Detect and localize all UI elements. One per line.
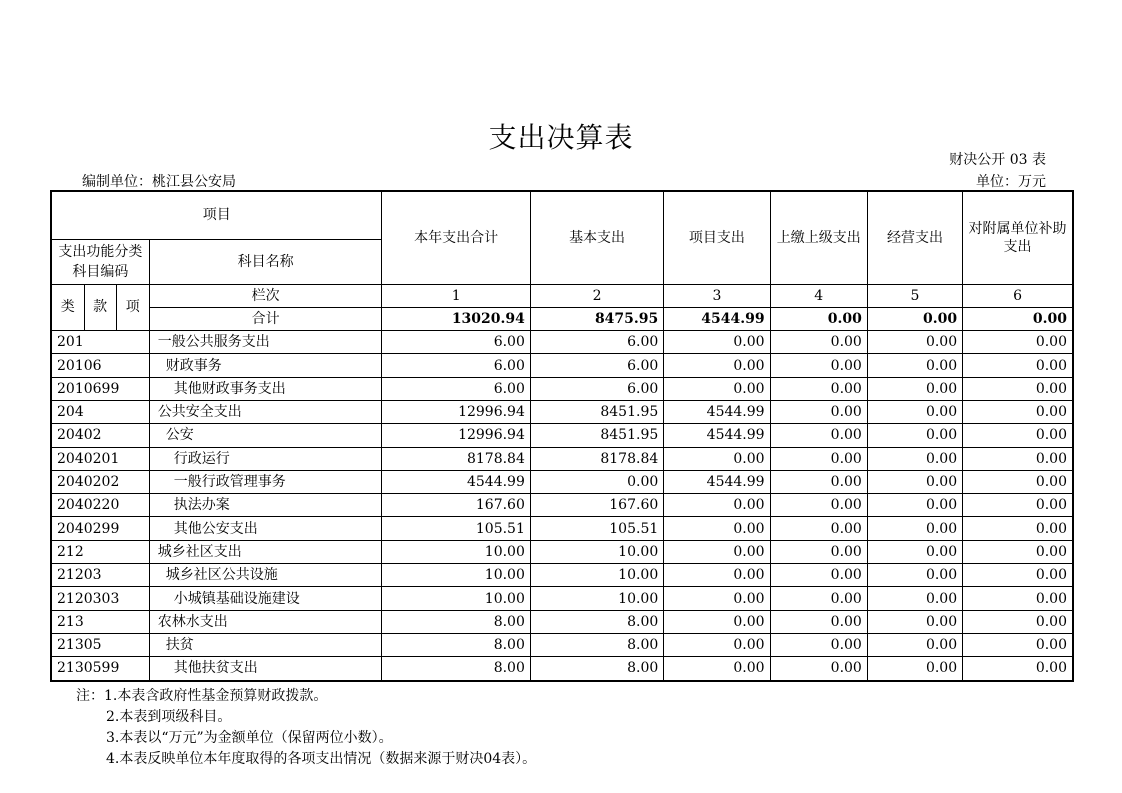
row-value-cell: 0.00 [867,587,962,610]
row-value-cell: 10.00 [530,540,663,563]
row-value-cell: 0.00 [770,354,867,377]
row-code: 20106 [51,354,149,377]
row-subject-name: 扶贫 [149,633,382,656]
row-value-cell: 0.00 [770,494,867,517]
note-line: 注：1.本表含政府性基金预算财政拨款。 [76,688,328,704]
row-value-cell: 0.00 [664,657,770,681]
form-number: 财决公开 03 表 [949,152,1046,168]
header-lanci: 栏次 [149,284,382,307]
total-row [51,307,1073,330]
row-code: 213 [51,610,149,633]
header-total: 本年支出合计 [382,191,530,284]
table-row [51,564,1073,587]
row-value-cell: 0.00 [963,587,1073,610]
row-value-cell: 0.00 [770,400,867,423]
col-num: 6 [963,284,1073,307]
row-value-cell: 0.00 [963,424,1073,447]
table-row [51,377,1073,400]
row-code: 204 [51,400,149,423]
note-line: 3.本表以“万元”为金额单位（保留两位小数）。 [106,730,393,746]
row-value-cell: 0.00 [867,633,962,656]
row-value-cell: 0.00 [770,657,867,681]
row-value-cell: 0.00 [664,354,770,377]
row-value-cell: 0.00 [770,587,867,610]
row-subject-name: 其他扶贫支出 [149,657,382,681]
row-code: 2040202 [51,470,149,493]
row-value-cell: 0.00 [963,470,1073,493]
page-title: 支出决算表 [488,121,634,154]
row-code: 20402 [51,424,149,447]
table-row [51,517,1073,540]
row-code: 2120303 [51,587,149,610]
row-value-cell: 0.00 [664,564,770,587]
row-subject-name: 执法办案 [149,494,382,517]
row-value-cell: 0.00 [770,447,867,470]
row-code: 21203 [51,564,149,587]
row-value-cell: 167.60 [382,494,530,517]
row-value-cell: 0.00 [867,657,962,681]
row-value-cell: 10.00 [530,564,663,587]
row-value-cell: 0.00 [963,447,1073,470]
row-value-cell: 10.00 [382,540,530,563]
row-value-cell: 0.00 [867,331,962,354]
row-value-cell: 0.00 [963,331,1073,354]
row-value-cell: 6.00 [530,331,663,354]
row-value-cell: 4544.99 [664,400,770,423]
row-value-cell: 8.00 [382,633,530,656]
row-value-cell: 0.00 [867,494,962,517]
total-cell: 0.00 [867,307,962,330]
row-value-cell: 8.00 [530,610,663,633]
table-row [51,633,1073,656]
row-value-cell: 10.00 [530,587,663,610]
row-value-cell: 8.00 [382,610,530,633]
row-subject-name: 城乡社区公共设施 [149,564,382,587]
row-value-cell: 0.00 [664,610,770,633]
row-value-cell: 0.00 [963,400,1073,423]
row-value-cell: 0.00 [664,587,770,610]
footnotes [76,686,536,770]
col-num: 5 [867,284,962,307]
row-subject-name: 行政运行 [149,447,382,470]
row-code: 2010699 [51,377,149,400]
header-subsidy: 对附属单位补助支出 [963,191,1073,284]
header-xiang: 项 [116,284,149,331]
table-row [51,610,1073,633]
row-subject-name: 其他财政事务支出 [149,377,382,400]
col-num: 3 [664,284,770,307]
row-value-cell: 0.00 [963,517,1073,540]
header-upper: 上缴上级支出 [770,191,867,284]
col-num: 1 [382,284,530,307]
header-business: 经营支出 [867,191,962,284]
row-value-cell: 0.00 [664,540,770,563]
row-value-cell: 0.00 [770,633,867,656]
row-value-cell: 0.00 [963,633,1073,656]
row-value-cell: 8451.95 [530,400,663,423]
header-subject-name: 科目名称 [149,239,382,284]
row-subject-name: 公共安全支出 [149,400,382,423]
row-value-cell: 0.00 [770,564,867,587]
row-value-cell: 8178.84 [382,447,530,470]
row-value-cell: 0.00 [963,540,1073,563]
row-subject-name: 一般公共服务支出 [149,331,382,354]
row-value-cell: 0.00 [530,470,663,493]
reporting-org: 编制单位：桃江县公安局 [82,174,236,190]
row-value-cell: 0.00 [664,331,770,354]
row-value-cell: 0.00 [963,354,1073,377]
row-value-cell: 0.00 [770,470,867,493]
row-value-cell: 0.00 [664,633,770,656]
header-item: 项目 [51,191,382,239]
header-project: 项目支出 [664,191,770,284]
row-value-cell: 4544.99 [664,424,770,447]
table-row [51,540,1073,563]
row-value-cell: 0.00 [963,610,1073,633]
row-code: 2040220 [51,494,149,517]
row-code: 201 [51,331,149,354]
row-value-cell: 8.00 [382,657,530,681]
row-value-cell: 12996.94 [382,400,530,423]
row-value-cell: 0.00 [963,377,1073,400]
row-value-cell: 0.00 [963,564,1073,587]
row-value-cell: 8.00 [530,657,663,681]
total-cell: 0.00 [963,307,1073,330]
total-cell: 13020.94 [382,307,530,330]
table-row [51,400,1073,423]
row-value-cell: 0.00 [867,540,962,563]
row-value-cell: 0.00 [770,377,867,400]
total-label: 合计 [149,307,382,330]
table-row [51,470,1073,493]
row-value-cell: 6.00 [382,354,530,377]
row-value-cell: 0.00 [867,610,962,633]
row-value-cell: 0.00 [867,564,962,587]
row-value-cell: 105.51 [382,517,530,540]
header-lei: 类 [51,284,84,331]
total-cell: 0.00 [770,307,867,330]
row-value-cell: 167.60 [530,494,663,517]
row-value-cell: 4544.99 [664,470,770,493]
row-value-cell: 105.51 [530,517,663,540]
row-value-cell: 0.00 [867,400,962,423]
row-subject-name: 城乡社区支出 [149,540,382,563]
row-value-cell: 6.00 [382,331,530,354]
row-value-cell: 6.00 [530,354,663,377]
row-subject-name: 农林水支出 [149,610,382,633]
table-row [51,354,1073,377]
row-value-cell: 0.00 [867,517,962,540]
row-value-cell: 12996.94 [382,424,530,447]
row-value-cell: 0.00 [770,517,867,540]
col-num: 2 [530,284,663,307]
row-code: 2040299 [51,517,149,540]
row-value-cell: 0.00 [770,540,867,563]
total-cell: 8475.95 [530,307,663,330]
row-value-cell: 4544.99 [382,470,530,493]
row-subject-name: 财政事务 [149,354,382,377]
row-value-cell: 8.00 [530,633,663,656]
row-value-cell: 0.00 [770,610,867,633]
row-value-cell: 0.00 [664,447,770,470]
unit-label: 单位：万元 [976,174,1046,190]
row-subject-name: 其他公安支出 [149,517,382,540]
row-value-cell: 0.00 [867,377,962,400]
row-value-cell: 0.00 [963,657,1073,681]
table-row [51,587,1073,610]
row-value-cell: 0.00 [664,517,770,540]
total-cell: 4544.99 [664,307,770,330]
row-code: 2130599 [51,657,149,681]
table-row [51,657,1073,681]
header-basic: 基本支出 [530,191,663,284]
row-subject-name: 公安 [149,424,382,447]
table-row [51,424,1073,447]
col-num: 4 [770,284,867,307]
row-value-cell: 0.00 [664,377,770,400]
header-kuan: 款 [84,284,116,331]
row-value-cell: 0.00 [867,447,962,470]
table-row [51,331,1073,354]
row-value-cell: 0.00 [867,354,962,377]
row-value-cell: 0.00 [867,470,962,493]
row-value-cell: 0.00 [963,494,1073,517]
expenditure-table [50,190,1074,682]
row-code: 2040201 [51,447,149,470]
note-line: 4.本表反映单位本年度取得的各项支出情况（数据来源于财决04表）。 [106,751,537,767]
row-value-cell: 0.00 [664,494,770,517]
table-row [51,494,1073,517]
row-subject-name: 小城镇基础设施建设 [149,587,382,610]
row-subject-name: 一般行政管理事务 [149,470,382,493]
header-code-group: 支出功能分类科目编码 [51,239,149,284]
note-line: 2.本表到项级科目。 [106,709,232,725]
row-value-cell: 6.00 [530,377,663,400]
table-row [51,447,1073,470]
row-value-cell: 10.00 [382,587,530,610]
row-value-cell: 8451.95 [530,424,663,447]
row-value-cell: 0.00 [770,331,867,354]
row-value-cell: 10.00 [382,564,530,587]
row-value-cell: 8178.84 [530,447,663,470]
row-code: 21305 [51,633,149,656]
row-value-cell: 6.00 [382,377,530,400]
row-value-cell: 0.00 [770,424,867,447]
row-value-cell: 0.00 [867,424,962,447]
row-code: 212 [51,540,149,563]
